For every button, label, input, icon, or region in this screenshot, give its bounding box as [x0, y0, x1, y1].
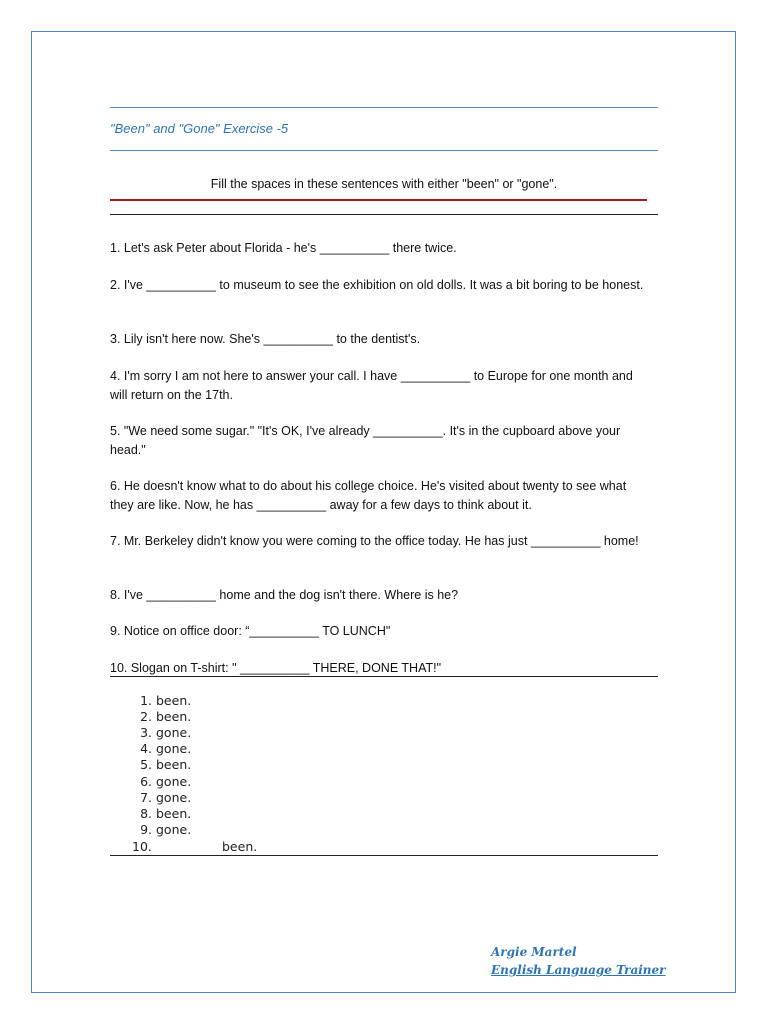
answer-key: [110, 691, 658, 856]
question-1: 1. Let's ask Peter about Florida - he's __________ there twice.: [110, 241, 457, 255]
answer-item: 7. gone.: [140, 790, 192, 805]
signature: [491, 943, 665, 979]
question-7: 7. Mr. Berkeley didn't know you were coming to the office today. He has just __________ home!: [110, 534, 639, 548]
signature-role: English Language Trainer: [491, 963, 666, 977]
signature-name: Argie Martel: [491, 945, 577, 959]
question-3: 3. Lily isn't here now. She's __________ to the dentist's.: [110, 332, 421, 346]
question-10: 10. Slogan on T-shirt: " __________ THERE, DONE THAT!": [110, 659, 658, 677]
answer-item: 5. been.: [140, 757, 192, 772]
answer-item: 3. gone.: [140, 725, 192, 740]
question-2: 2. I've __________ to museum to see the exhibition on old dolls. It was a bit boring to be honest.: [110, 278, 644, 292]
exercise-title: "Been" and "Gone" Exercise -5: [110, 121, 289, 136]
red-divider: [110, 199, 647, 201]
answer-item: 4. gone.: [140, 741, 192, 756]
question-5: 5. "We need some sugar." "It's OK, I've already __________. It's in the cupboard above your head.": [110, 424, 621, 457]
answer-item: 1. been.: [140, 693, 192, 708]
answer-item: 9. gone.: [140, 822, 192, 837]
question-4: 4. I'm sorry I am not here to answer your call. I have __________ to Europe for one month and will return on the 17th.: [110, 369, 633, 402]
question-8: 8. I've __________ home and the dog isn't there. Where is he?: [110, 588, 459, 602]
instruction-text: Fill the spaces in these sentences with either "been" or "gone".: [210, 177, 558, 191]
answer-item: 2. been.: [140, 709, 192, 724]
answer-item: 10. been.: [132, 839, 258, 854]
question-6: 6. He doesn't know what to do about his college choice. He's visited about twenty to see what they are like. Now, he has __________ away for a few days to think about it.: [110, 479, 627, 512]
question-9: 9. Notice on office door: “__________ TO LUNCH": [110, 624, 391, 638]
answer-item: 6. gone.: [140, 774, 192, 789]
title-band: [110, 107, 658, 151]
answer-item: 8. been.: [140, 806, 192, 821]
black-divider: [110, 214, 658, 215]
